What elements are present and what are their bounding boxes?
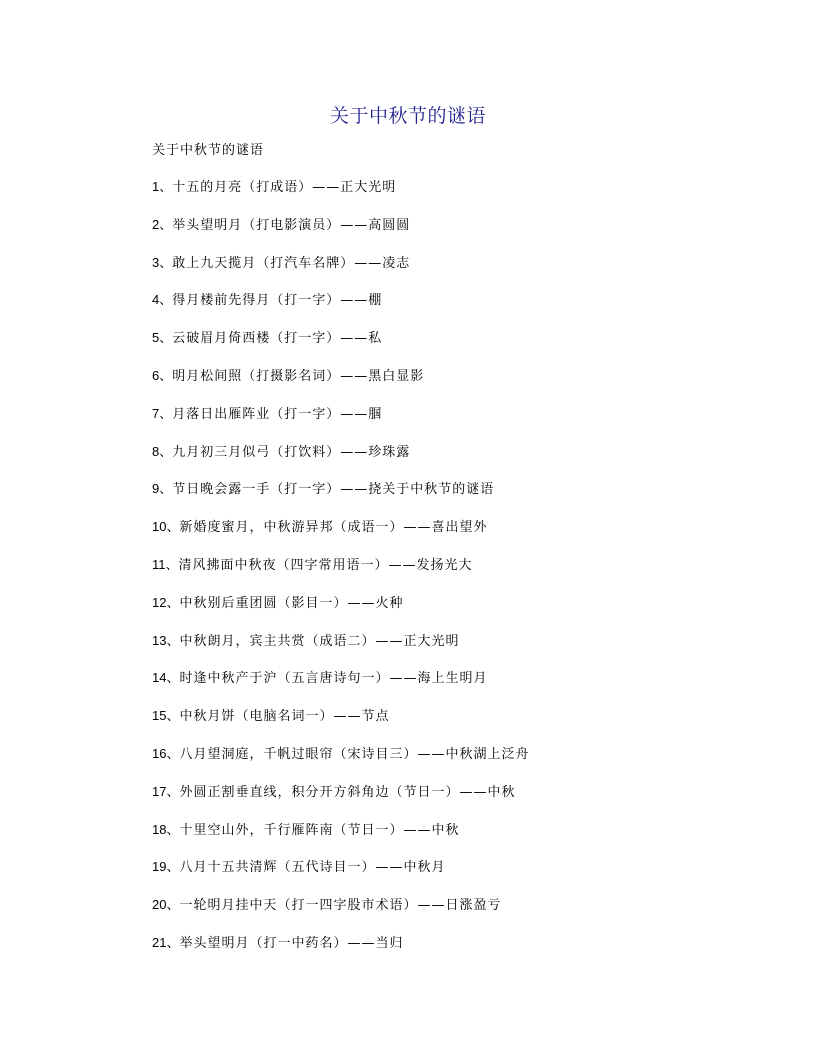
- riddle-item: [152, 934, 529, 972]
- riddle-item: [152, 632, 529, 670]
- riddle-item: [152, 594, 529, 632]
- riddle-number: 4、: [152, 292, 173, 308]
- riddle-text: 中秋别后重团圆（影目一）——火种: [179, 595, 404, 611]
- riddle-number: 9、: [152, 481, 173, 497]
- riddle-number: 5、: [152, 330, 173, 346]
- riddle-text: 清风拂面中秋夜（四字常用语一）——发扬光大: [178, 557, 473, 573]
- riddle-number: 2、: [152, 216, 173, 232]
- riddle-number: 8、: [152, 443, 173, 459]
- riddle-number: 12、: [152, 594, 180, 610]
- riddle-item: [152, 556, 529, 594]
- riddle-text: 明月松间照（打摄影名词）——黑白显影: [172, 368, 425, 384]
- riddle-list: [152, 178, 529, 972]
- riddle-text: 八月望洞庭，千帆过眼帘（宋诗目三）——中秋湖上泛舟: [179, 746, 530, 762]
- riddle-item: [152, 443, 529, 481]
- riddle-text: 十五的月亮（打成语）——正大光明: [172, 180, 397, 195]
- riddle-number: 15、: [152, 708, 180, 724]
- riddle-number: 7、: [152, 405, 173, 421]
- riddle-text: 月落日出雁阵业（打一字）——腘: [172, 406, 383, 422]
- riddle-number: 21、: [152, 934, 180, 950]
- riddle-number: 14、: [152, 670, 180, 686]
- riddle-item: [152, 783, 529, 821]
- riddle-text: 外圆正割垂直线，积分开方斜角边（节日一）——中秋: [179, 784, 516, 800]
- riddle-item: [152, 707, 529, 745]
- riddle-text: 新婚度蜜月，中秋游异邦（成语一）——喜出望外: [179, 520, 488, 536]
- riddle-text: 云破眉月倚西楼（打一字）——私: [172, 331, 383, 347]
- riddle-number: 20、: [152, 897, 180, 913]
- riddle-text: 一轮明月挂中天（打一四字股市术语）——日涨盈亏: [179, 898, 502, 914]
- riddle-item: [152, 518, 529, 556]
- riddle-text: 举头望明月（打电影演员）——高圆圆: [172, 217, 411, 233]
- riddle-item: [152, 329, 529, 367]
- riddle-number: 19、: [152, 859, 180, 875]
- riddle-text: 九月初三月似弓（打饮料）——珍珠露: [172, 444, 411, 460]
- riddle-number: 6、: [152, 367, 173, 383]
- page-title: 关于中秋节的谜语: [329, 105, 486, 127]
- riddle-text: 八月十五共清辉（五代诗目一）——中秋月: [179, 860, 446, 876]
- riddle-text: 中秋朗月，宾主共赏（成语二）——正大光明: [179, 633, 460, 649]
- riddle-text: 时逢中秋产于沪（五言唐诗句一）——海上生明月: [179, 671, 488, 687]
- riddle-item: [152, 480, 529, 518]
- riddle-number: 13、: [152, 632, 180, 648]
- riddle-item: [152, 216, 529, 254]
- riddle-item: [152, 858, 529, 896]
- riddle-text: 中秋月饼（电脑名词一）——节点: [179, 709, 390, 725]
- riddle-item: [152, 254, 529, 292]
- riddle-number: 10、: [152, 519, 180, 535]
- riddle-item: [152, 896, 529, 934]
- riddle-number: 17、: [152, 783, 180, 799]
- riddle-text: 敢上九天揽月（打汽车名牌）——凌志: [172, 255, 411, 271]
- riddle-item: [152, 405, 529, 443]
- riddle-number: 3、: [152, 254, 173, 270]
- document-subtitle: 关于中秋节的谜语: [152, 143, 265, 158]
- riddle-item: [152, 745, 529, 783]
- riddle-item: [152, 178, 529, 216]
- riddle-number: 16、: [152, 745, 180, 761]
- riddle-text: 得月楼前先得月（打一字）——棚: [172, 293, 383, 309]
- riddle-number: 18、: [152, 821, 180, 837]
- riddle-text: 十里空山外，千行雁阵南（节日一）——中秋: [179, 822, 460, 838]
- riddle-text: 举头望明月（打一中药名）——当归: [179, 935, 404, 951]
- riddle-text: 节日晚会露一手（打一字）——挠关于中秋节的谜语: [172, 482, 495, 498]
- riddle-item: [152, 821, 529, 859]
- riddle-number: 11、: [152, 556, 179, 572]
- riddle-item: [152, 291, 529, 329]
- riddle-item: [152, 367, 529, 405]
- riddle-item: [152, 669, 529, 707]
- riddle-number: 1、: [152, 179, 173, 194]
